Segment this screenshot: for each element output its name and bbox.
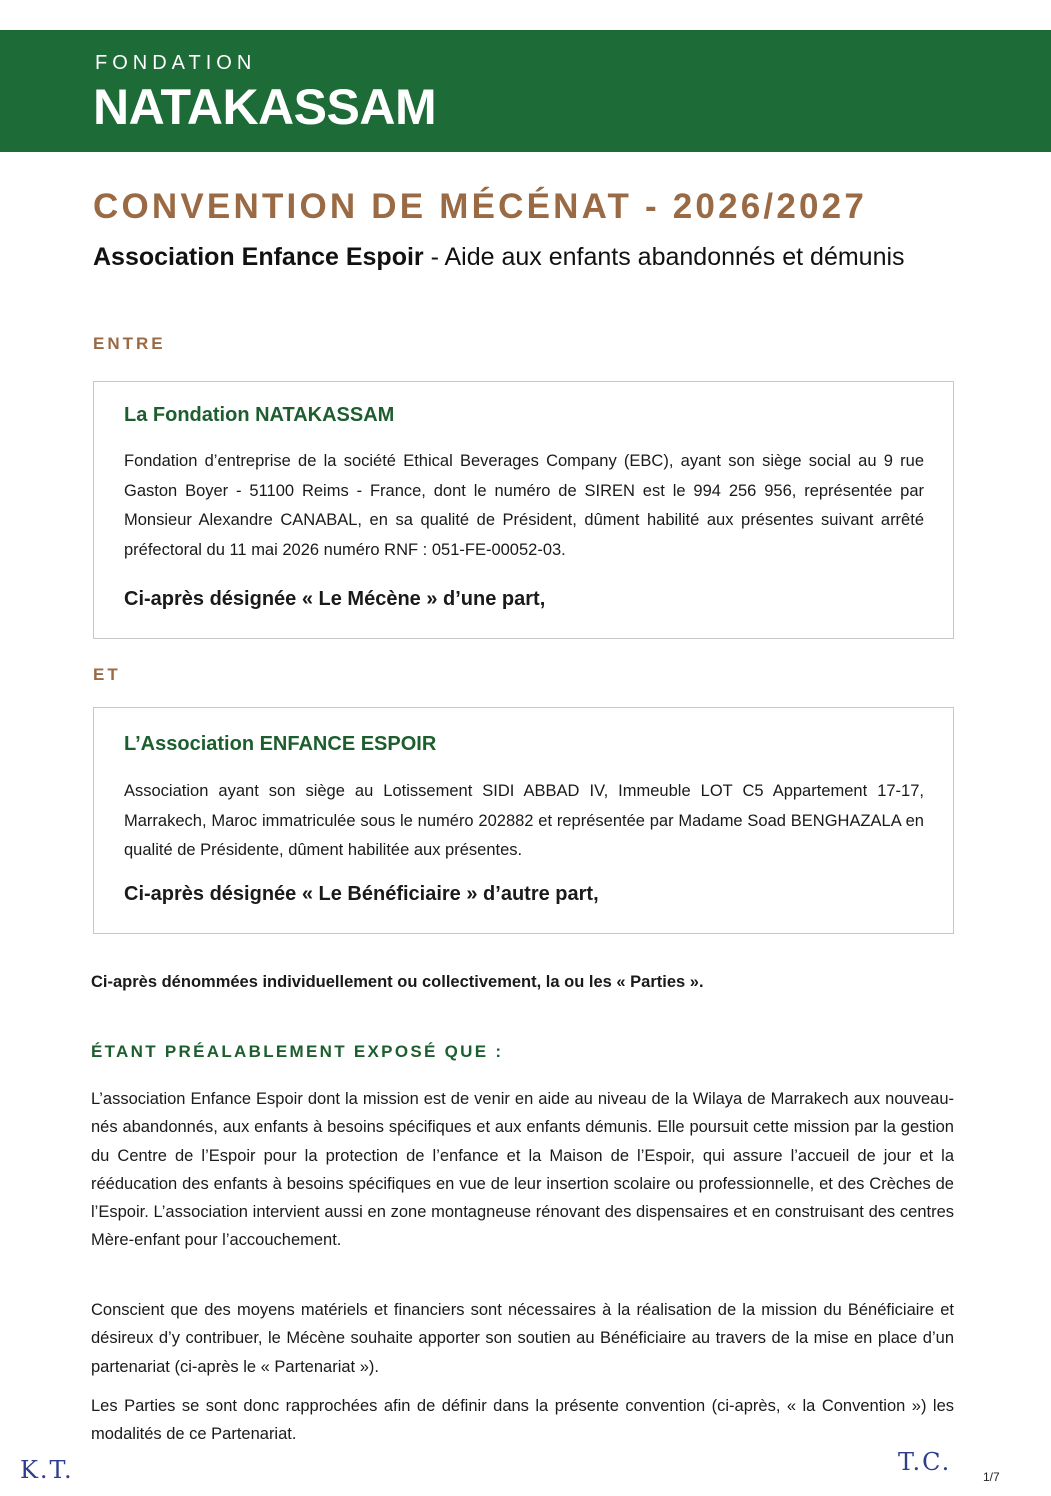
parties-definition-note: Ci-après dénommées individuellement ou collectivement, la ou les « Parties ».: [91, 973, 704, 991]
section-label-entre: ENTRE: [93, 334, 166, 353]
party-box-mecene: [93, 381, 954, 639]
party-name-beneficiaire: L’Association ENFANCE ESPOIR: [124, 733, 437, 755]
header-banner: [0, 30, 1051, 152]
brand-name: NATAKASSAM: [93, 79, 437, 135]
brand-foundation-label: FONDATION: [95, 52, 257, 74]
expose-heading: ÉTANT PRÉALABLEMENT EXPOSÉ QUE :: [91, 1042, 504, 1061]
party-designation-mecene: Ci-après désignée « Le Mécène » d’une part,: [124, 588, 546, 610]
subtitle-separator: -: [423, 243, 445, 271]
expose-paragraph: L’association Enfance Espoir dont la mission est de venir en aide au niveau de la Wilaya de Marrakech aux nouveau-nés abandonnés, aux enfants à besoins spécifiques et aux enfants démunis. Elle poursuit cette mission par la gestion du Centre de l’Espoir pour la protection de l’enfance et la Maison de l’Espoir, qui assure l’accueil de jour et la rééducation des enfants à besoins spécifiques en vue de leur insertion scolaire ou professionnelle, et des Crèches de l’Espoir. L’association intervient aussi en zone montagneuse rénovant des dispensaires et en construisant des centres Mère-enfant pour l’accouchement.: [91, 1090, 954, 1250]
subtitle-description: Aide aux enfants abandonnés et démunis: [444, 243, 905, 271]
subtitle-association-name: Association Enfance Espoir: [93, 243, 424, 271]
expose-paragraph: Les Parties se sont donc rapprochées afin de définir dans la présente convention (ci-après, « la Convention ») les modalités de ce Partenariat.: [91, 1397, 954, 1444]
expose-paragraph: Conscient que des moyens matériels et financiers sont nécessaires à la réalisation de la mission du Bénéficiaire et désireux d’y contribuer, le Mécène souhaite apporter son soutien au Bénéficiaire au travers de la mise en place d’un partenariat (ci-après le « Partenariat »).: [91, 1301, 954, 1376]
initials-right: T.C.: [898, 1448, 952, 1476]
party-designation-beneficiaire: Ci-après désignée « Le Bénéficiaire » d’autre part,: [124, 883, 599, 905]
party-name-mecene: La Fondation NATAKASSAM: [124, 404, 395, 426]
section-label-et: ET: [93, 665, 121, 684]
document-title: CONVENTION DE MÉCÉNAT - 2026/2027: [93, 187, 868, 226]
party-box-beneficiaire: [93, 707, 954, 934]
page-number: 1/7: [983, 1470, 1000, 1484]
party-description-mecene: Fondation d’entreprise de la société Ethical Beverages Company (EBC), ayant son siège social au 9 rue Gaston Boyer - 51100 Reims - France, dont le numéro de SIREN est le 994 256 956, représentée par Monsieur Alexandre CANABAL, en sa qualité de Président, dûment habilité aux présentes suivant arrêté préfectoral du 11 mai 2026 numéro RNF : 051-FE-00052-03.: [124, 452, 924, 559]
initials-left: K.T.: [20, 1456, 74, 1484]
party-description-beneficiaire: Association ayant son siège au Lotissement SIDI ABBAD IV, Immeuble LOT C5 Appartement 17-17, Marrakech, Maroc immatriculée sous le numéro 202882 et représentée par Madame Soad BENGHAZALA en qualité de Présidente, dûment habilitée aux présentes.: [124, 782, 924, 859]
document-subtitle: [93, 243, 905, 272]
